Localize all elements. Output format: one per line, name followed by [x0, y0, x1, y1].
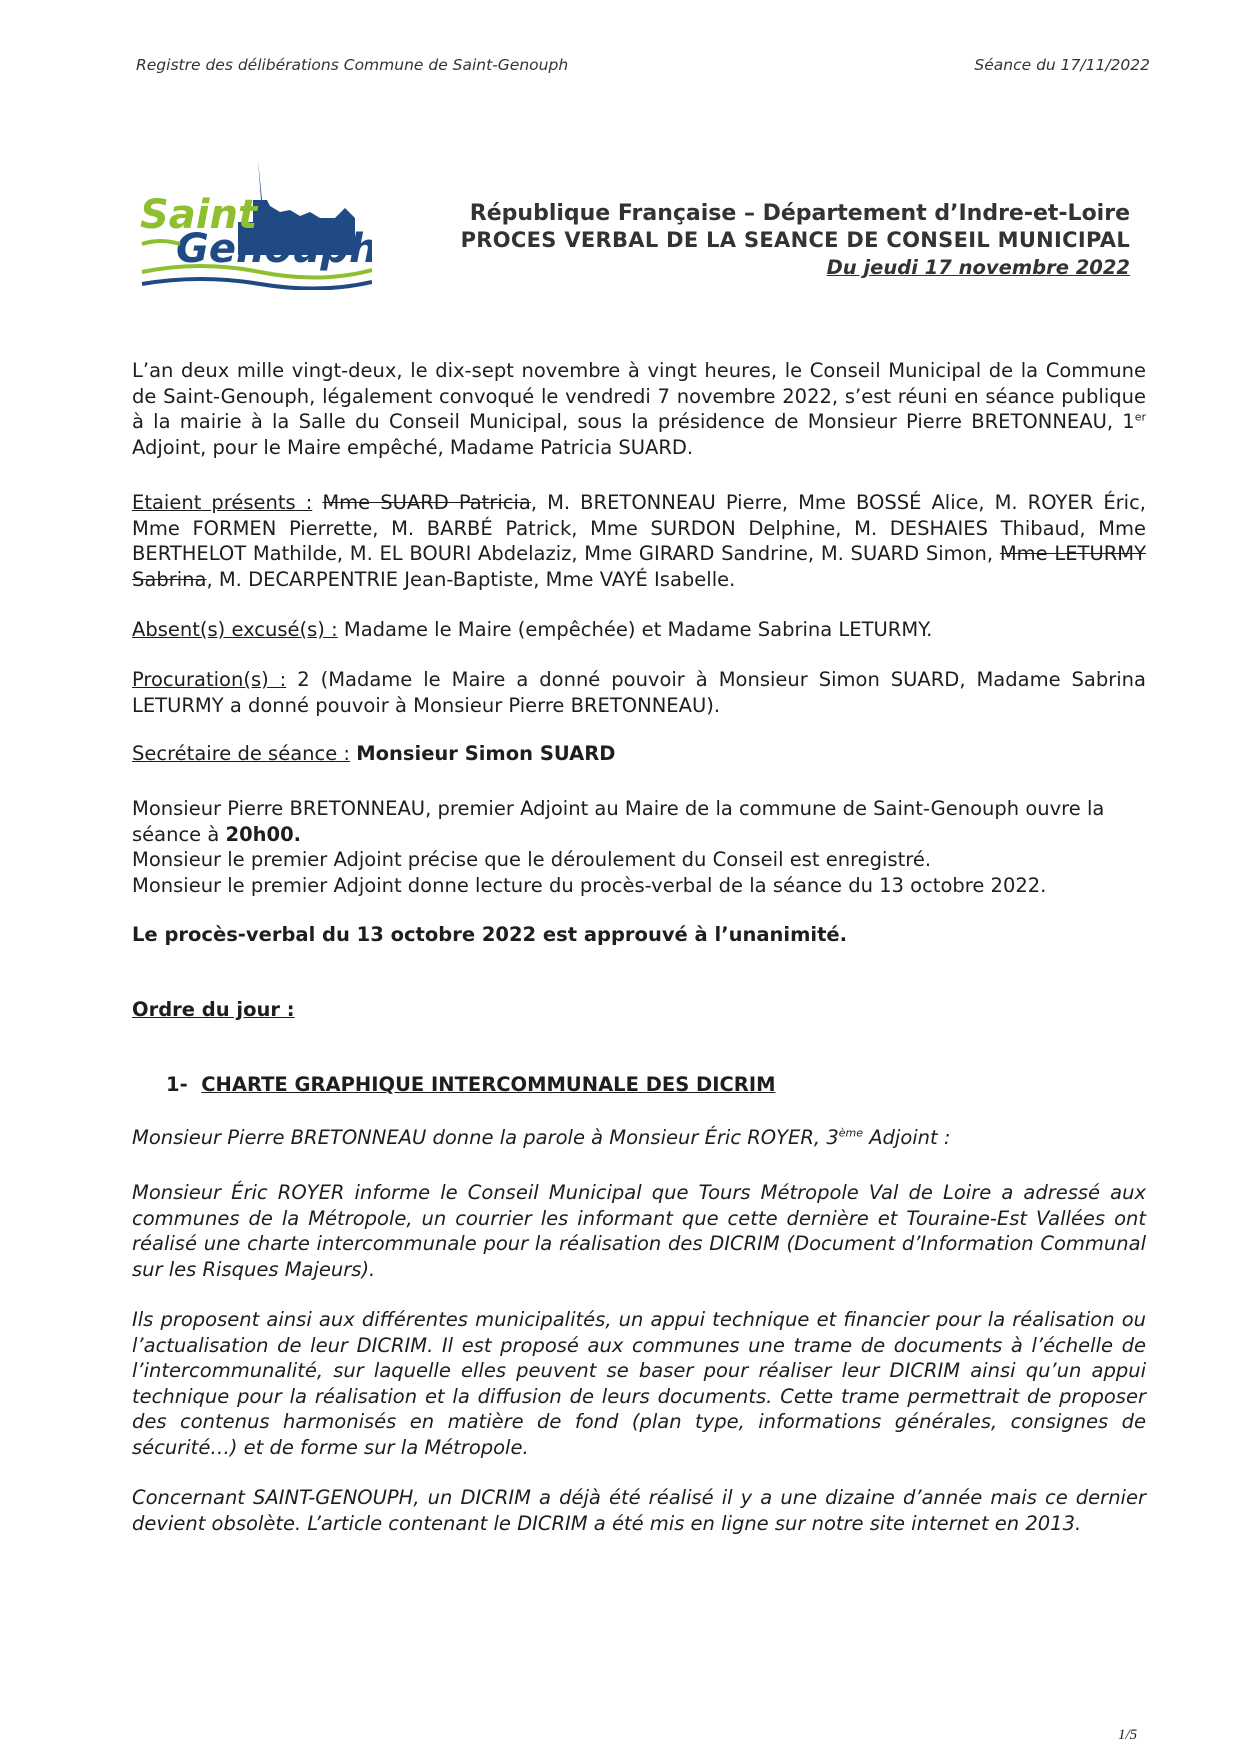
secretaire-paragraph [132, 741, 1146, 767]
running-header [136, 56, 1150, 78]
church-logo-icon [140, 160, 372, 290]
opening-paragraph: Monsieur Pierre BRETONNEAU, premier Adjoint au Maire de la commune de Saint-Genouph ouvre la séance à 20h00. Monsieur le premier Adjoint précise que le déroulement du Conseil est enregistré. Monsieur le premier Adjoint donne lecture du procès-verbal de la séance du 13 octobre 2022. [132, 797, 1105, 897]
intro-paragraph: L’an deux mille vingt-deux, le dix-sept novembre à vingt heures, le Conseil Municipal de la Commune de Saint-Genouph, légalement convoqué le vendredi 7 novembre 2022, s’est réuni en séance publique à la mairie à la Salle du Conseil Municipal, sous la présidence de Monsieur Pierre BRETONNEAU, 1er Adjoint, pour le Maire empêché, Madame Patricia SUARD. [132, 359, 1146, 459]
session-date: Séance du 17/11/2022 [974, 56, 1150, 74]
section-1-heading [166, 1072, 1180, 1098]
procurations-label: Procuration(s) : [132, 668, 287, 691]
svg-text:Saint: Saint [140, 192, 258, 238]
page-number: 1/5 [1118, 1727, 1138, 1743]
procurations-paragraph: Procuration(s) : 2 (Madame le Maire a donné pouvoir à Monsieur Simon SUARD, Madame Sabrina LETURMY a donné pouvoir à Monsieur Pierre BRETONNEAU). [132, 668, 1146, 717]
absents-label: Absent(s) excusé(s) : [132, 618, 338, 641]
section-1-intro: Monsieur Pierre BRETONNEAU donne la parole à Monsieur Éric ROYER, 3ème Adjoint : [132, 1126, 951, 1149]
section-1-paragraph-2: Ils proposent ainsi aux différentes municipalités, un appui technique et financier pour la réalisation ou l’actualisation de leur DICRIM. Il est proposé aux communes une trame de documents à l’échelle de l’intercommunalité, sur laquelle elles peuvent se baser pour réaliser leur DICRIM ainsi qu’un appui technique pour la réalisation et la diffusion de leurs documents. Cette trame permettrait de proposer des contenus harmonisés en matière de fond (plan type, informations générales, consignes de sécurité…) et de forme sur la Métropole. [132, 1308, 1146, 1459]
agenda-heading: Ordre du jour : [132, 998, 295, 1021]
saint-genouph-logo [140, 160, 372, 290]
register-title: Registre des délibérations Commune de Saint-Genouph [136, 56, 569, 74]
approval-statement: Le procès-verbal du 13 octobre 2022 est approuvé à l’unanimité. [132, 923, 848, 946]
opening-time: 20h00. [225, 822, 302, 846]
struck-name: Mme SUARD Patricia [322, 491, 531, 514]
section-1-paragraph-3: Concernant SAINT-GENOUPH, un DICRIM a déjà été réalisé il y a une dizaine d’année mais ce dernier devient obsolète. L’article contenant le DICRIM a été mis en ligne sur notre site internet en 2013. [132, 1486, 1146, 1535]
title-line-republique: République Française – Département d’Indre-et-Loire [469, 201, 1130, 226]
title-line-proces-verbal: PROCES VERBAL DE LA SEANCE DE CONSEIL MUNICIPAL [460, 228, 1130, 252]
document-title [461, 200, 1130, 281]
section-1-paragraph-1: Monsieur Éric ROYER informe le Conseil Municipal que Tours Métropole Val de Loire a adressé aux communes de la Métropole, un courrier les informant que cette dernière et Touraine-Est Vallées ont réalisé une charte intercommunale pour la réalisation des DICRIM (Document d’Information Communal sur les Risques Majeurs). [132, 1181, 1146, 1281]
svg-text:Genouph: Genouph [176, 226, 372, 272]
presents-label: Etaient présents : [132, 491, 313, 514]
secretaire-label: Secrétaire de séance : [132, 742, 351, 765]
secretaire-value: Monsieur Simon SUARD [356, 742, 616, 765]
struck-name: Mme LETURMY Sabrina [132, 542, 1147, 591]
section-number: 1- [166, 1073, 188, 1096]
presents-paragraph: Etaient présents : Mme SUARD Patricia, M. BRETONNEAU Pierre, Mme BOSSÉ Alice, M. ROYER Éric, Mme FORMEN Pierrette, M. BARBÉ Patrick, Mme SURDON Delphine, M. DESHAIES Thibaud, Mme BERTHELOT Mathilde, M. EL BOURI Abdelaziz, Mme GIRARD Sandrine, M. SUARD Simon, Mme LETURMY Sabrina, M. DECARPENTRIE Jean-Baptiste, Mme VAYÉ Isabelle. [132, 491, 1147, 591]
section-title: CHARTE GRAPHIQUE INTERCOMMUNALE DES DICRIM [201, 1073, 776, 1096]
absents-paragraph: Absent(s) excusé(s) : Madame le Maire (empêchée) et Madame Sabrina LETURMY. [132, 618, 933, 641]
title-line-date: Du jeudi 17 novembre 2022 [826, 256, 1130, 279]
